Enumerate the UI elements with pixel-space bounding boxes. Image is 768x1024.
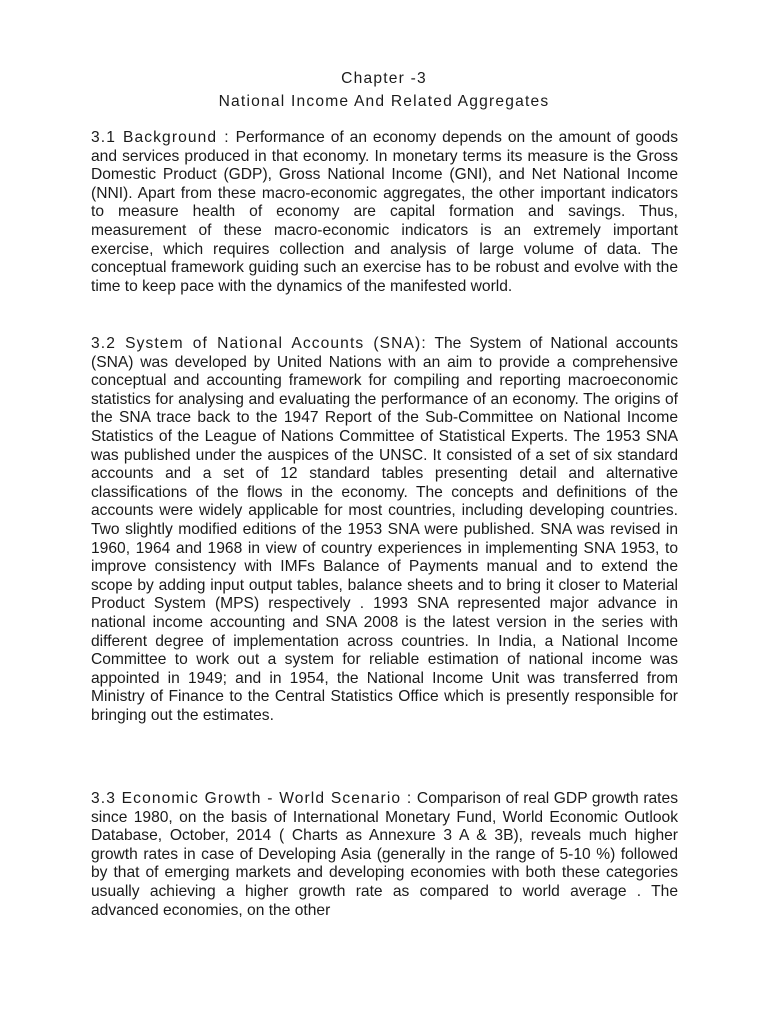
section-paragraph-sna [91, 335, 678, 725]
chapter-number: Chapter -3 [341, 70, 427, 87]
section-heading-background: 3.1 Background : [91, 129, 230, 146]
section-body-sna: The System of National accounts (SNA) was developed by United Nations with an aim to provide a comprehensive conceptual and accounting framework for compiling and reporting macroeconomic statistics for analysing and evaluating the performance of an economy. The origins of the SNA trace back to the 1947 Report of the Sub-Committee on National Income Statistics of the League of Nations Committee of Statistical Experts. The 1953 SNA was published under the auspices of the UNSC. It consisted of a set of six standard accounts and a set of 12 standard tables presenting detail and alternative classifications of the flows in the economy. The concepts and definitions of the accounts were widely applicable for most countries, including developing countries. Two slightly modified editions of the 1953 SNA were published. SNA was revised in 1960, 1964 and 1968 in view of country experiences in implementing SNA 1953, to improve consistency with IMFs Balance of Payments manual and to extend the scope by adding input output tables, balance sheets and to bring it closer to Material Product System (MPS) respectively . 1993 SNA represented major advance in national income accounting and SNA 2008 is the latest version in the series with different degree of implementation across countries. In India, a National Income Committee to work out a system for reliable estimation of national income was appointed in 1949; and in 1954, the National Income Unit was transferred from Ministry of Finance to the Central Statistics Office which is presently responsible for bringing out the estimates. [91, 335, 678, 724]
section-heading-sna: 3.2 System of National Accounts (SNA): [91, 335, 427, 352]
section-paragraph-growth [91, 790, 678, 920]
section-heading-growth: 3.3 Economic Growth - World Scenario : [91, 790, 413, 807]
section-body-growth: Comparison of real GDP growth rates since 1980, on the basis of International Monetary Fund, World Economic Outlook Database, October, 2014 ( Charts as Annexure 3 A & 3B), reveals much higher growth rates in case of Developing Asia (generally in the range of 5-10 %) followed by that of emerging markets and developing economies with both these categories usually achieving a higher growth rate as compared to world average . The advanced economies, on the other [91, 790, 678, 919]
section-body-background: Performance of an economy depends on the amount of goods and services produced in that economy. In monetary terms its measure is the Gross Domestic Product (GDP), Gross National Income (GNI), and Net National Income (NNI). Apart from these macro-economic aggregates, the other important indicators to measure health of economy are capital formation and savings. Thus, measurement of these macro-economic indicators is an extremely important exercise, which requires collection and analysis of large volume of data. The conceptual framework guiding such an exercise has to be robust and evolve with the time to keep pace with the dynamics of the manifested world. [91, 129, 678, 295]
chapter-title: National Income And Related Aggregates [218, 93, 550, 110]
section-paragraph-background [91, 129, 678, 296]
